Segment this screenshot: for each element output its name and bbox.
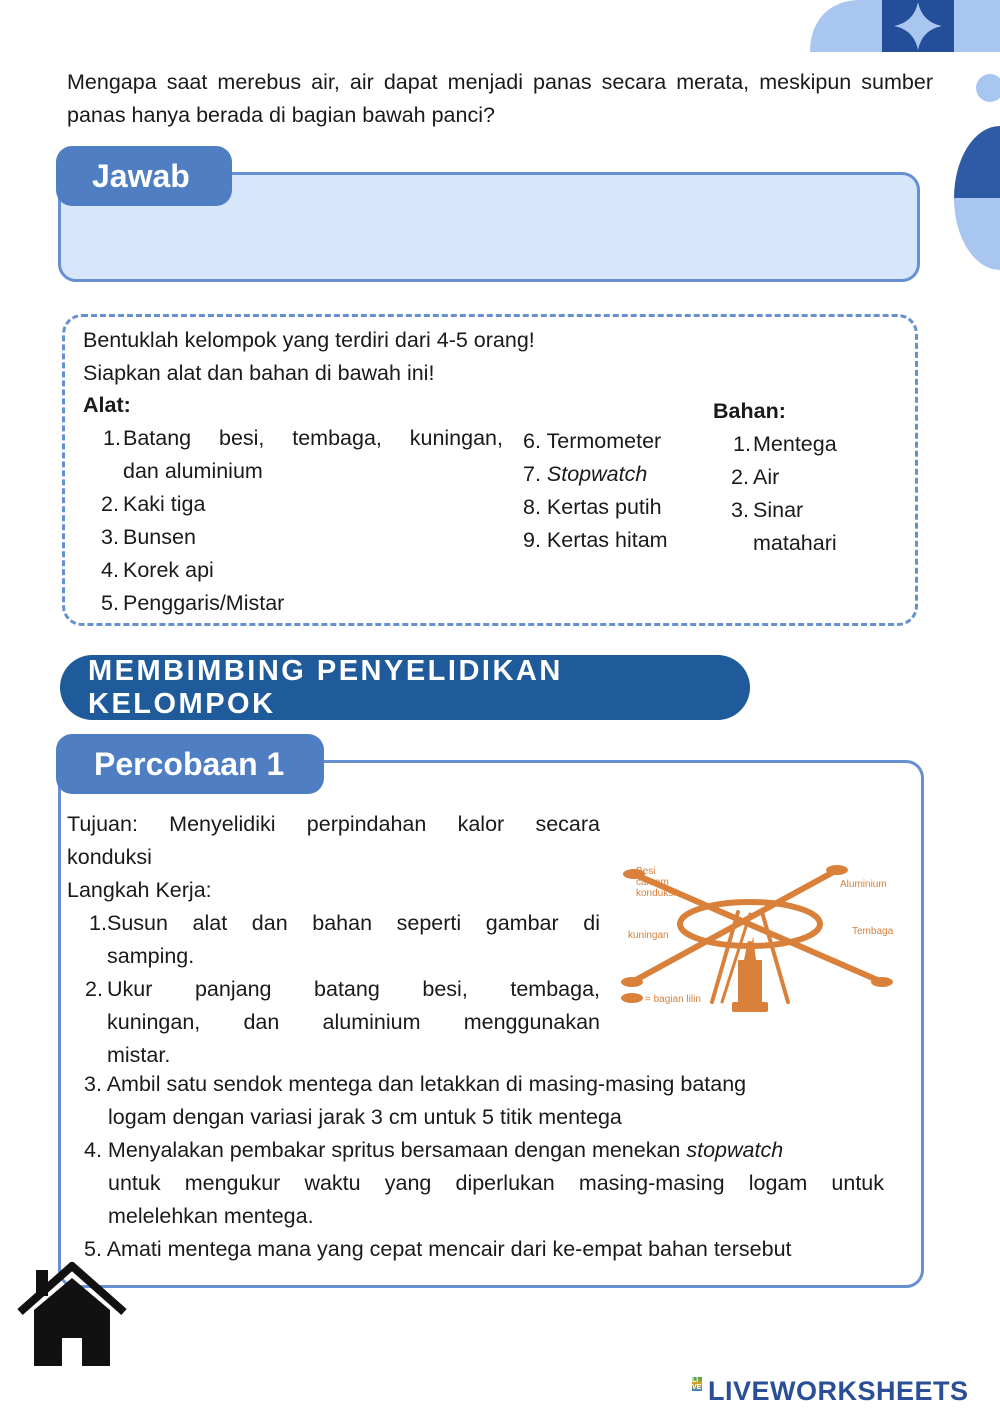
list-item: 9. Kertas hitam <box>523 528 668 552</box>
steps-title: Langkah Kerja: <box>67 878 212 902</box>
experiment-tab: Percobaan 1 <box>56 734 324 794</box>
step-item: logam dengan variasi jarak 3 cm untuk 5 titik mentega <box>108 1105 622 1129</box>
answer-input[interactable] <box>81 213 897 265</box>
liveworksheets-logo <box>692 1376 992 1406</box>
list-item: 8. Kertas putih <box>523 495 662 519</box>
experiment-steps-full <box>84 1068 884 1266</box>
list-item: 5. Penggaris/Mistar <box>101 591 285 615</box>
question-text: Mengapa saat merebus air, air dapat menjadi panas secara merata, meskipun sumber panas hanya berada di bagian bawah panci? <box>67 70 933 127</box>
list-item: 1. Batang besi, tembaga, kuningan, <box>103 426 503 450</box>
step-item: 2. Ukur panjang batang besi, tembaga, <box>85 977 600 1001</box>
list-item: 2. Air <box>731 465 780 489</box>
step-item: 1. Susun alat dan bahan seperti gambar di <box>89 911 600 935</box>
step-item: 3. Ambil satu sendok mentega dan letakkan di masing-masing batang <box>84 1072 747 1096</box>
list-item: 4. Korek api <box>101 558 214 582</box>
label-besi: Besi <box>636 866 656 877</box>
materials-list <box>733 428 883 560</box>
tools-list-left <box>103 422 503 620</box>
group-instruction: Bentuklah kelompok yang terdiri dari 4-5 orang! <box>83 328 535 352</box>
step-item: 4. Menyalakan pembakar spritus bersamaan dengan menekan stopwatch <box>84 1138 784 1162</box>
logo-badge: LIVE <box>692 1377 702 1391</box>
label-konduksi: konduksi <box>636 888 676 899</box>
materials-title: Bahan: <box>713 399 786 423</box>
list-item: 2. Kaki tiga <box>101 492 206 516</box>
list-item: 3. Sinar <box>731 498 804 522</box>
section-banner: MEMBIMBING PENYELIDIKAN KELOMPOK <box>60 655 750 720</box>
objective-line: konduksi <box>67 845 152 869</box>
prepare-instruction: Siapkan alat dan bahan di bawah ini! <box>83 361 435 385</box>
objective-line: Tujuan: Menyelidiki perpindahan kalor secara <box>67 812 600 836</box>
answer-tab: Jawab <box>56 146 232 206</box>
label-cakram: cakram <box>636 877 669 888</box>
step-item: 5. Amati mentega mana yang cepat mencair dari ke-empat bahan tersebut <box>84 1237 792 1261</box>
home-icon[interactable] <box>16 1262 128 1368</box>
label-aluminium: Aluminium <box>840 879 887 890</box>
step-item: untuk mengukur waktu yang diperlukan masing-masing logam untuk <box>108 1171 884 1195</box>
experiment-left-text <box>67 808 600 1072</box>
list-item: 1. Mentega <box>733 432 837 456</box>
list-item: 3. Bunsen <box>101 525 196 549</box>
conduction-diagram <box>612 852 904 1022</box>
label-tembaga: Tembaga <box>852 926 894 937</box>
step-item: melelehkan mentega. <box>108 1204 314 1228</box>
list-item: dan aluminium <box>123 459 263 483</box>
step-item: mistar. <box>107 1043 171 1067</box>
list-item: 7. Stopwatch <box>523 462 648 486</box>
step-item: samping. <box>107 944 195 968</box>
tools-title: Alat: <box>83 393 131 417</box>
logo-text: LIVEWORKSHEETS <box>708 1376 969 1406</box>
tools-list-right <box>523 425 668 557</box>
step-item: kuningan, dan aluminium menggunakan <box>107 1010 600 1034</box>
label-lilin: = bagian lilin <box>645 994 701 1005</box>
list-item: matahari <box>753 531 837 555</box>
label-kuningan: kuningan <box>628 930 669 941</box>
list-item: 6. Termometer <box>523 429 662 453</box>
